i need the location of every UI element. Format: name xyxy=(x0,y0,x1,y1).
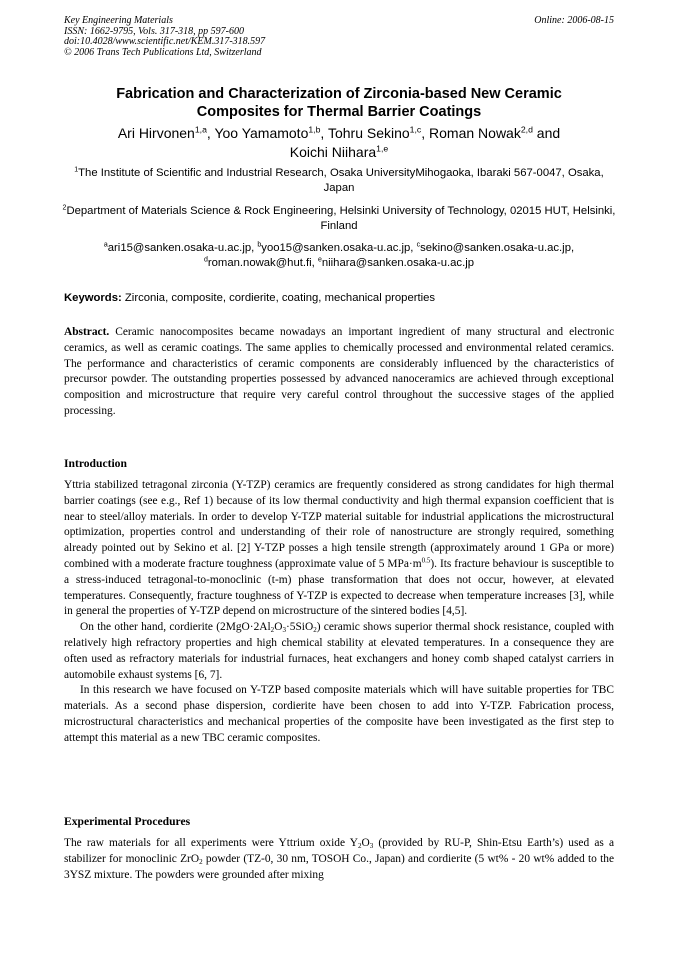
abstract xyxy=(64,325,614,420)
intro-paragraph-1 xyxy=(64,478,614,620)
author-affiliation-mark: 1,c xyxy=(409,124,422,135)
author-name: Yoo Yamamoto xyxy=(214,125,309,141)
author-affiliation-mark: 2,d xyxy=(520,124,533,135)
title-line-2: Composites for Thermal Barrier Coatings xyxy=(196,104,482,120)
journal-name: Key Engineering Materials xyxy=(64,15,173,26)
subscript: 2 xyxy=(199,857,203,866)
affiliation-mark: 1 xyxy=(74,166,79,174)
text-run: powder (TZ-0, 30 nm, TOSOH Co., Japan) and cordierite (5 wt% - 20 wt% added to the 3YSZ mixture. The powders were grounded after mixing xyxy=(64,852,614,881)
author-separator: , xyxy=(206,125,215,141)
abstract-text: Ceramic nanocomposites became nowadays an important ingredient of many structural and electronic ceramics, as well as ceramic coatings. The same applies to chemically processed and environmental related ceramics. The performance and characteristics of ceramic components are considerably influenced by the characteristics of precursor powder. The outstanding properties possessed by advanced nanoceramics are achieved through exceptional composition and microstructure that require very careful control throughout the successive stages of the applied processing. xyxy=(64,326,614,417)
text-run: The raw materials for all experiments were Yttrium oxide Y xyxy=(64,837,358,849)
email-address: ari15@sanken.osaka-u.ac.jp, xyxy=(107,242,258,254)
online-date: Online: 2006-08-15 xyxy=(534,15,614,26)
intro-paragraph-3: In this research we have focused on Y-TZP based composite materials which will have suitable properties for TBC materials. As a second phase dispersion, cordierite have been chosen to add into Y-TZP. Fabrication process, microstructural characteristics and mechanical properties of the composite have been investigated as the first step to attempt this material as a new TBC ceramic composites. xyxy=(64,684,614,744)
email-mark: c xyxy=(416,241,421,249)
text-run: (provided by RU-P, Shin-Etsu Earth’s) used as a stabilizer for monoclinic ZrO xyxy=(64,837,614,865)
copyright-line: © 2006 Trans Tech Publications Ltd, Switzerland xyxy=(64,46,262,58)
journal-header xyxy=(64,16,265,58)
keywords-label: Keywords: xyxy=(64,292,122,304)
author-separator: , xyxy=(421,125,430,141)
email-mark: b xyxy=(257,241,262,249)
author-separator: , xyxy=(320,125,328,141)
subscript: 3 xyxy=(282,625,286,634)
email-list xyxy=(62,241,616,271)
exp-paragraph-1 xyxy=(64,836,614,883)
affiliation-text: Department of Materials Science & Rock Engineering, Helsinki University of Technology, 02015 HUT, Helsinki, Finland xyxy=(66,205,616,232)
author-and: and xyxy=(532,125,561,141)
title-line-1: Fabrication and Characterization of Zirconia-based New Ceramic xyxy=(116,86,562,102)
abstract-label: Abstract. xyxy=(64,326,110,338)
author-name: Koichi Niihara xyxy=(289,144,377,160)
keywords-text: Zirconia, composite, cordierite, coating, mechanical properties xyxy=(121,292,436,304)
text-run: ·5SiO xyxy=(285,621,314,634)
affiliation-2 xyxy=(62,204,616,234)
doi-line: doi:10.4028/www.scientific.net/KEM.317-318.597 xyxy=(64,36,266,47)
author-affiliation-mark: 1,b xyxy=(308,124,321,135)
author-name: Ari Hirvonen xyxy=(117,125,195,141)
text-run: ) ceramic shows superior thermal shock resistance, coupled with relatively high refractory properties and high chemical stability at elevated temperatures. In a consequence they are often used as refractory materials for industrial furnaces, heat exchangers and honey comb shaped catalyst carriers in automobile exhaust systems [6, 7]. xyxy=(64,621,614,681)
introduction-body xyxy=(64,478,614,747)
text-run: ). Its fracture behaviour is susceptible to a stress-induced tetragonal-to-monoclinic (t-m) phase transformation that does not occur, however, at elevated temperatures. Consequently, fracture toughness of Y-TZP is expected to decrease when temperature increases [3], while in general the properties of Y-TZP depend on microstructure of the sintered bodies [4,5]. xyxy=(64,557,614,618)
email-address: roman.nowak@hut.fi, xyxy=(207,257,318,269)
text-run: O xyxy=(361,837,370,849)
affiliation-mark: 2 xyxy=(62,204,67,212)
superscript: 0.5 xyxy=(421,556,431,565)
email-address: yoo15@sanken.osaka-u.ac.jp, xyxy=(261,242,417,254)
author-name: Roman Nowak xyxy=(429,125,521,141)
issn-line: ISSN: 1662-9795, Vols. 317-318, pp 597-600 xyxy=(64,25,244,37)
keywords xyxy=(64,291,616,305)
subscript: 3 xyxy=(369,841,374,850)
author-list xyxy=(60,124,618,162)
text-run: O xyxy=(274,621,283,634)
paper-title xyxy=(60,85,618,121)
email-mark: a xyxy=(103,241,108,249)
text-run: Yttria stabilized tetragonal zirconia (Y-TZP) ceramics are frequently considered as strong candidates for high thermal barrier coatings (see e.g., Ref 1) because of its low thermal conductivity and high thermal expansion coefficient that is near to steel/alloy materials. In order to develop Y-TZP material suitable for industrial applications the microstructural optimization, properties control and understanding of their role of nanostructure are strongly required, something already pointed out by Sekino et al. [2] Y-TZP posses a high tensile strength (approximately around 1 GPa or more) combined with a moderate fracture toughness (approximate value of 5 MPa·m xyxy=(64,479,614,570)
email-address: niihara@sanken.osaka-u.ac.jp xyxy=(321,257,474,269)
author-affiliation-mark: 1,e xyxy=(376,143,389,154)
subscript: 2 xyxy=(270,625,275,634)
subscript: 2 xyxy=(357,841,362,850)
affiliation-1 xyxy=(62,166,616,196)
subscript: 2 xyxy=(313,625,317,634)
author-affiliation-mark: 1,a xyxy=(194,124,207,135)
affiliation-text: The Institute of Scientific and Industrial Research, Osaka UniversityMihogaoka, Ibaraki 567-0047, Osaka, Japan xyxy=(78,167,604,194)
experimental-heading: Experimental Procedures xyxy=(64,815,191,828)
email-mark: e xyxy=(317,256,322,264)
text-run: On the other hand, cordierite (2MgO·2Al xyxy=(80,621,271,634)
author-name: Tohru Sekino xyxy=(327,125,410,141)
experimental-body xyxy=(64,836,614,883)
intro-paragraph-2 xyxy=(64,620,614,683)
introduction-heading: Introduction xyxy=(64,457,127,470)
email-address: sekino@sanken.osaka-u.ac.jp, xyxy=(420,242,575,254)
email-mark: d xyxy=(203,256,208,264)
